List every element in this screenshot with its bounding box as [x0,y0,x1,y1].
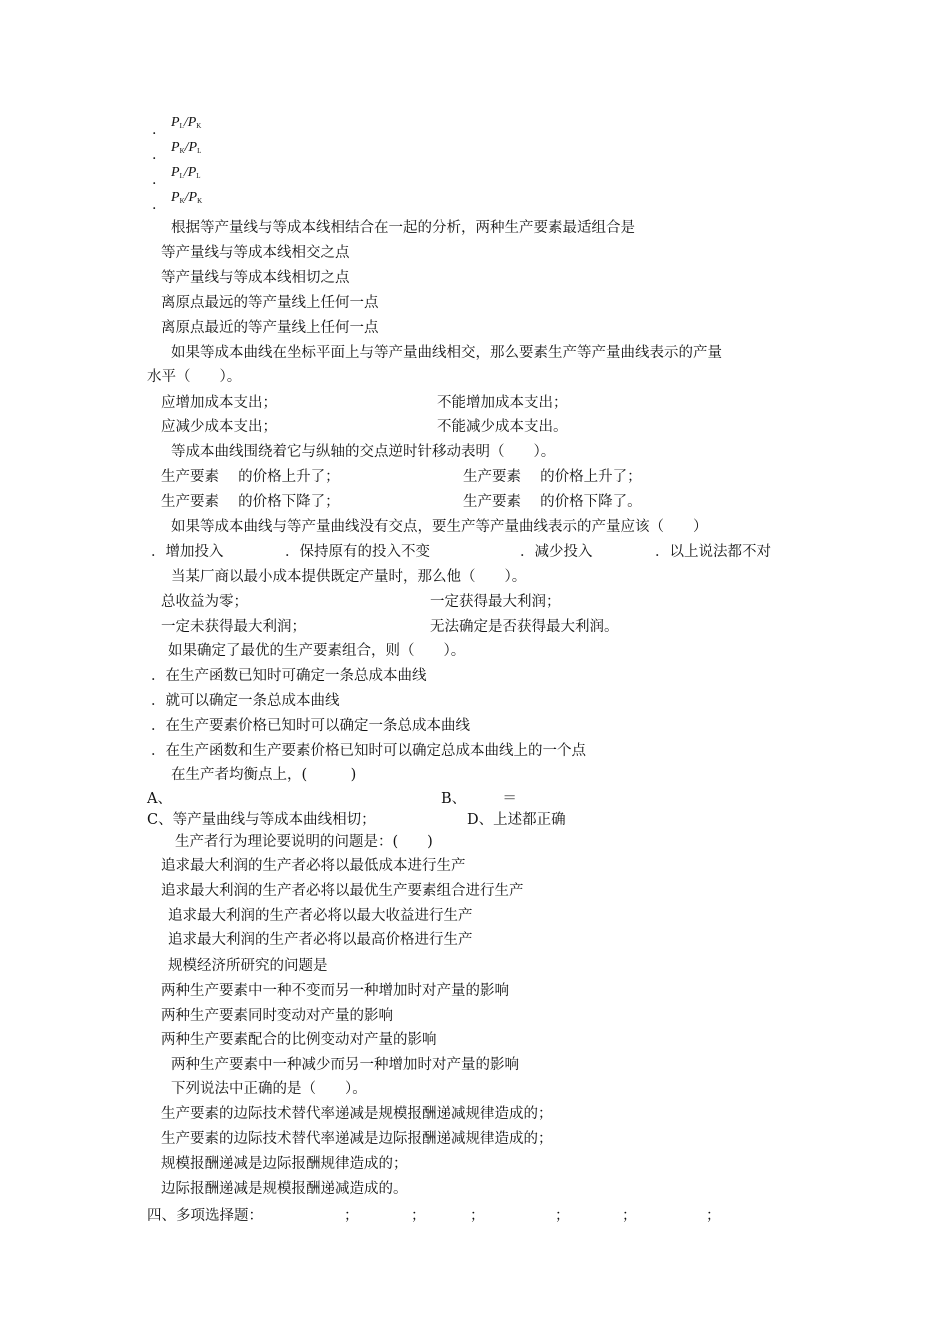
option-c: ．减少投入 [520,544,593,560]
option-c: 应减少成本支出； [161,419,277,435]
answer-separator: ； [411,1208,426,1224]
option-b: 两种生产要素同时变动对产量的影响 [161,1008,393,1024]
option-d: 不能减少成本支出。 [437,419,568,435]
option-c: C、等产量曲线与等成本曲线相切； [147,812,376,828]
price-ratio-option-b: $P_K/P_L$ [171,140,202,155]
question-stem: 生产者行为理论要说明的问题是：( ) [175,834,433,850]
option-c: 离原点最远的等产量线上任何一点 [161,295,379,311]
question-stem: 根据等产量线与等成本线相结合在一起的分析，两种生产要素最适组合是 [171,220,635,236]
option-a: 应增加成本支出； [161,395,277,411]
option-d: 无法确定是否获得最大利润。 [430,619,619,635]
section-heading: 四、多项选择题： [147,1208,263,1224]
question-stem: 在生产者均衡点上，( ) [171,767,357,783]
answer-separator: ； [555,1208,570,1224]
option-b: 一定获得最大利润； [430,594,561,610]
option-d: 两种生产要素中一种减少而另一种增加时对产量的影响 [171,1057,519,1073]
question-stem-continued: 水平（ ）。 [147,369,242,385]
option-a: ．在生产函数已知时可确定一条总成本曲线 [151,668,427,684]
option-a: 生产要素 的价格上升了； [161,469,340,485]
option-c: 规模报酬递减是边际报酬规律造成的； [161,1156,408,1172]
option-d: 生产要素 的价格下降了。 [463,494,642,510]
option-b: 追求最大利润的生产者必将以最优生产要素组合进行生产 [161,883,524,899]
question-stem: 当某厂商以最小成本提供既定产量时，那么他（ ）。 [171,569,527,585]
option-a: ．增加投入 [151,544,224,560]
question-stem: 如果等成本曲线在坐标平面上与等产量曲线相交，那么要素生产等产量曲线表示的产量 [171,345,722,361]
option-b: B、 ＝ [441,791,517,807]
option-dot: . [152,122,157,138]
question-stem: 下列说法中正确的是（ ）。 [171,1081,367,1097]
question-stem: 规模经济所研究的问题是 [168,958,328,974]
option-d: ．以上说法都不对 [655,544,771,560]
option-a: A、 [147,791,172,807]
option-d: 边际报酬递减是规模报酬递减造成的。 [161,1181,408,1197]
option-b: 生产要素的边际技术替代率递减是边际报酬递减规律造成的； [161,1131,553,1147]
question-stem: 如果等成本曲线与等产量曲线没有交点，要生产等产量曲线表示的产量应该（ ） [171,519,708,535]
option-c: 两种生产要素配合的比例变动对产量的影响 [161,1032,437,1048]
option-dot: . [152,197,157,213]
option-a: 生产要素的边际技术替代率递减是规模报酬递减规律造成的； [161,1106,553,1122]
answer-separator: ； [344,1208,359,1224]
question-stem: 如果确定了最优的生产要素组合，则（ ）。 [168,643,466,659]
option-c: ．在生产要素价格已知时可以确定一条总成本曲线 [151,718,470,734]
option-dot: . [152,147,157,163]
option-c: 一定未获得最大利润； [161,619,306,635]
price-ratio-option-c: $P_L/P_L$ [171,165,201,180]
option-b: 不能增加成本支出； [437,395,568,411]
answer-separator: ； [470,1208,485,1224]
option-b: 生产要素 的价格上升了； [463,469,642,485]
option-a: 两种生产要素中一种不变而另一种增加时对产量的影响 [161,983,509,999]
question-stem: 等成本曲线围绕着它与纵轴的交点逆时针移动表明（ ）。 [171,444,556,460]
option-a: 总收益为零； [161,594,248,610]
option-c: 生产要素 的价格下降了； [161,494,340,510]
option-c: 追求最大利润的生产者必将以最大收益进行生产 [168,908,473,924]
option-b: ．就可以确定一条总成本曲线 [151,693,340,709]
option-a: 等产量线与等成本线相交之点 [161,245,350,261]
option-d: 离原点最近的等产量线上任何一点 [161,320,379,336]
answer-separator: ； [706,1208,721,1224]
price-ratio-option-a: $P_L/P_K$ [171,115,202,130]
answer-separator: ； [622,1208,637,1224]
option-a: 追求最大利润的生产者必将以最低成本进行生产 [161,858,466,874]
option-d: ．在生产函数和生产要素价格已知时可以确定总成本曲线上的一个点 [151,743,586,759]
option-b: 等产量线与等成本线相切之点 [161,270,350,286]
option-d: D、上述都正确 [467,812,566,828]
price-ratio-option-d: $P_K/P_K$ [171,190,203,205]
option-d: 追求最大利润的生产者必将以最高价格进行生产 [168,932,473,948]
option-b: ．保持原有的投入不变 [285,544,430,560]
option-dot: . [152,172,157,188]
